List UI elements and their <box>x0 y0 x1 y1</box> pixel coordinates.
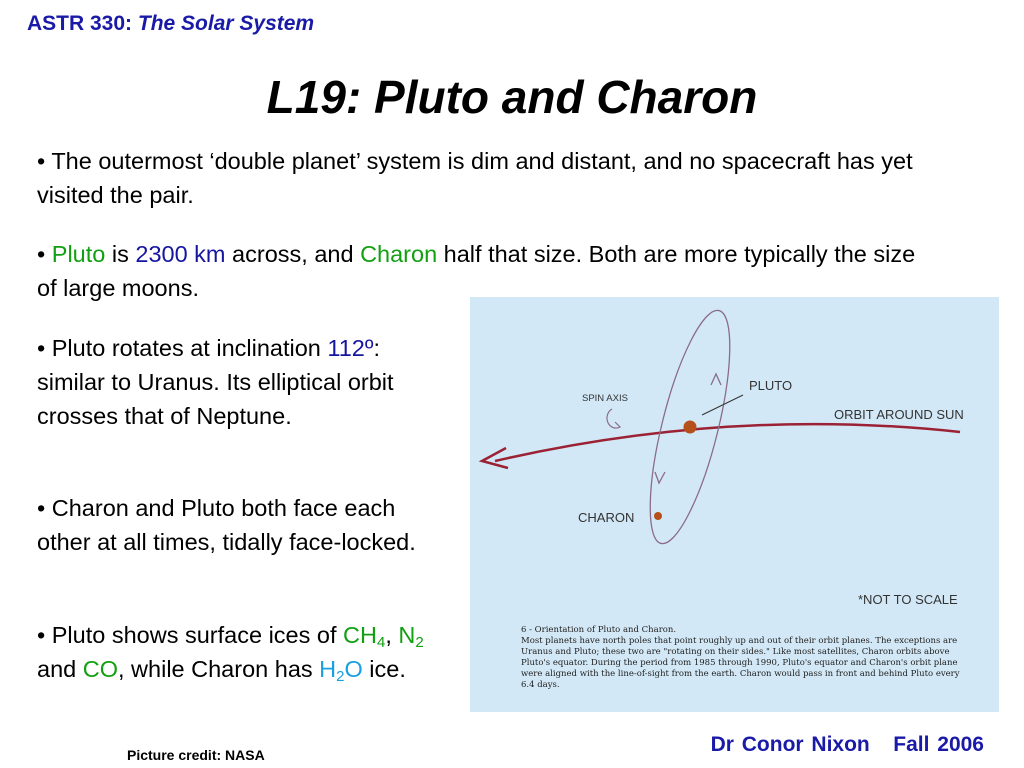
bullet-size <box>37 237 917 305</box>
pluto-word: Pluto <box>51 241 106 267</box>
formula-part: N <box>398 622 416 648</box>
label-charon: CHARON <box>578 510 635 525</box>
spin-indicator-icon <box>607 409 620 428</box>
course-header <box>27 12 314 36</box>
down-arrow-icon <box>655 472 665 483</box>
course-name: The Solar System <box>137 12 315 35</box>
author-footer: Dr Conor Nixon Fall 2006 <box>710 733 984 756</box>
bullet-text: • Pluto shows surface ices of <box>37 622 344 648</box>
size-value: 2300 km <box>135 241 226 267</box>
pluto-charon-figure <box>470 297 999 712</box>
inclination-value: 112º <box>327 335 374 361</box>
bullet-text: , while Charon has <box>118 656 320 682</box>
formula-subscript: 2 <box>415 634 424 651</box>
bullet-inclination <box>37 331 437 433</box>
picture-credit: Picture credit: NASA <box>127 747 265 763</box>
charon-dot <box>654 512 662 520</box>
formula-part: O <box>344 656 363 682</box>
pluto-dot <box>684 421 697 434</box>
bullet-text: half that size. Both are more typically the size of large moons. <box>37 241 916 301</box>
formula-subscript: 2 <box>336 668 345 685</box>
caption-title: 6 - Orientation of Pluto and Charon. <box>521 625 677 635</box>
bullet-text: : similar to Uranus. Its elliptical orbit crosses that of Neptune. <box>37 335 394 429</box>
co-formula: CO <box>82 656 118 682</box>
bullet-text: across, and <box>225 241 361 267</box>
bullet-ices <box>37 618 437 686</box>
bullet-text: ice. <box>362 656 406 682</box>
methane-formula <box>343 622 386 651</box>
nitrogen-formula <box>398 622 424 651</box>
up-arrow-icon <box>711 374 721 385</box>
bullet-text: • <box>37 241 52 267</box>
orbit-path <box>495 424 960 461</box>
formula-subscript: 4 <box>376 634 386 651</box>
slide-title: L19: Pluto and Charon <box>266 71 758 123</box>
caption-body: Most planets have north poles that point roughly up and out of their orbit planes. The exceptions are Uranus and Pluto; these two are "rotating on their sides." Like most satellites, Charon orbits above Pluto's equator. During the period from 1985 through 1990, Pluto's equator and Charon's orbit plane were aligned with the line-of-sight from the earth. Charon would pass in front and behind Pluto every 6.4 days. <box>521 636 960 690</box>
bullet-text: • Pluto rotates at inclination <box>37 335 328 361</box>
charon-word: Charon <box>360 241 438 267</box>
label-spin-axis: SPIN AXIS <box>582 393 628 404</box>
bullet-text: , <box>385 622 399 648</box>
label-not-to-scale: *NOT TO SCALE <box>858 592 958 607</box>
bullet-tidal-lock: • Charon and Pluto both face each other at all times, tidally face-locked. <box>37 495 416 555</box>
formula-part: CH <box>343 622 377 648</box>
water-formula <box>319 656 363 685</box>
formula-part: H <box>319 656 337 682</box>
label-pluto: PLUTO <box>749 378 793 393</box>
bullet-text: is <box>105 241 136 267</box>
course-code: ASTR 330: <box>27 12 133 35</box>
figure-caption <box>521 625 971 691</box>
bullet-text: and <box>37 656 83 682</box>
label-orbit: ORBIT AROUND SUN <box>834 407 964 422</box>
bullet-double-planet: • The outermost ‘double planet’ system is dim and distant, and no spacecraft has yet visited the pair. <box>37 148 913 208</box>
